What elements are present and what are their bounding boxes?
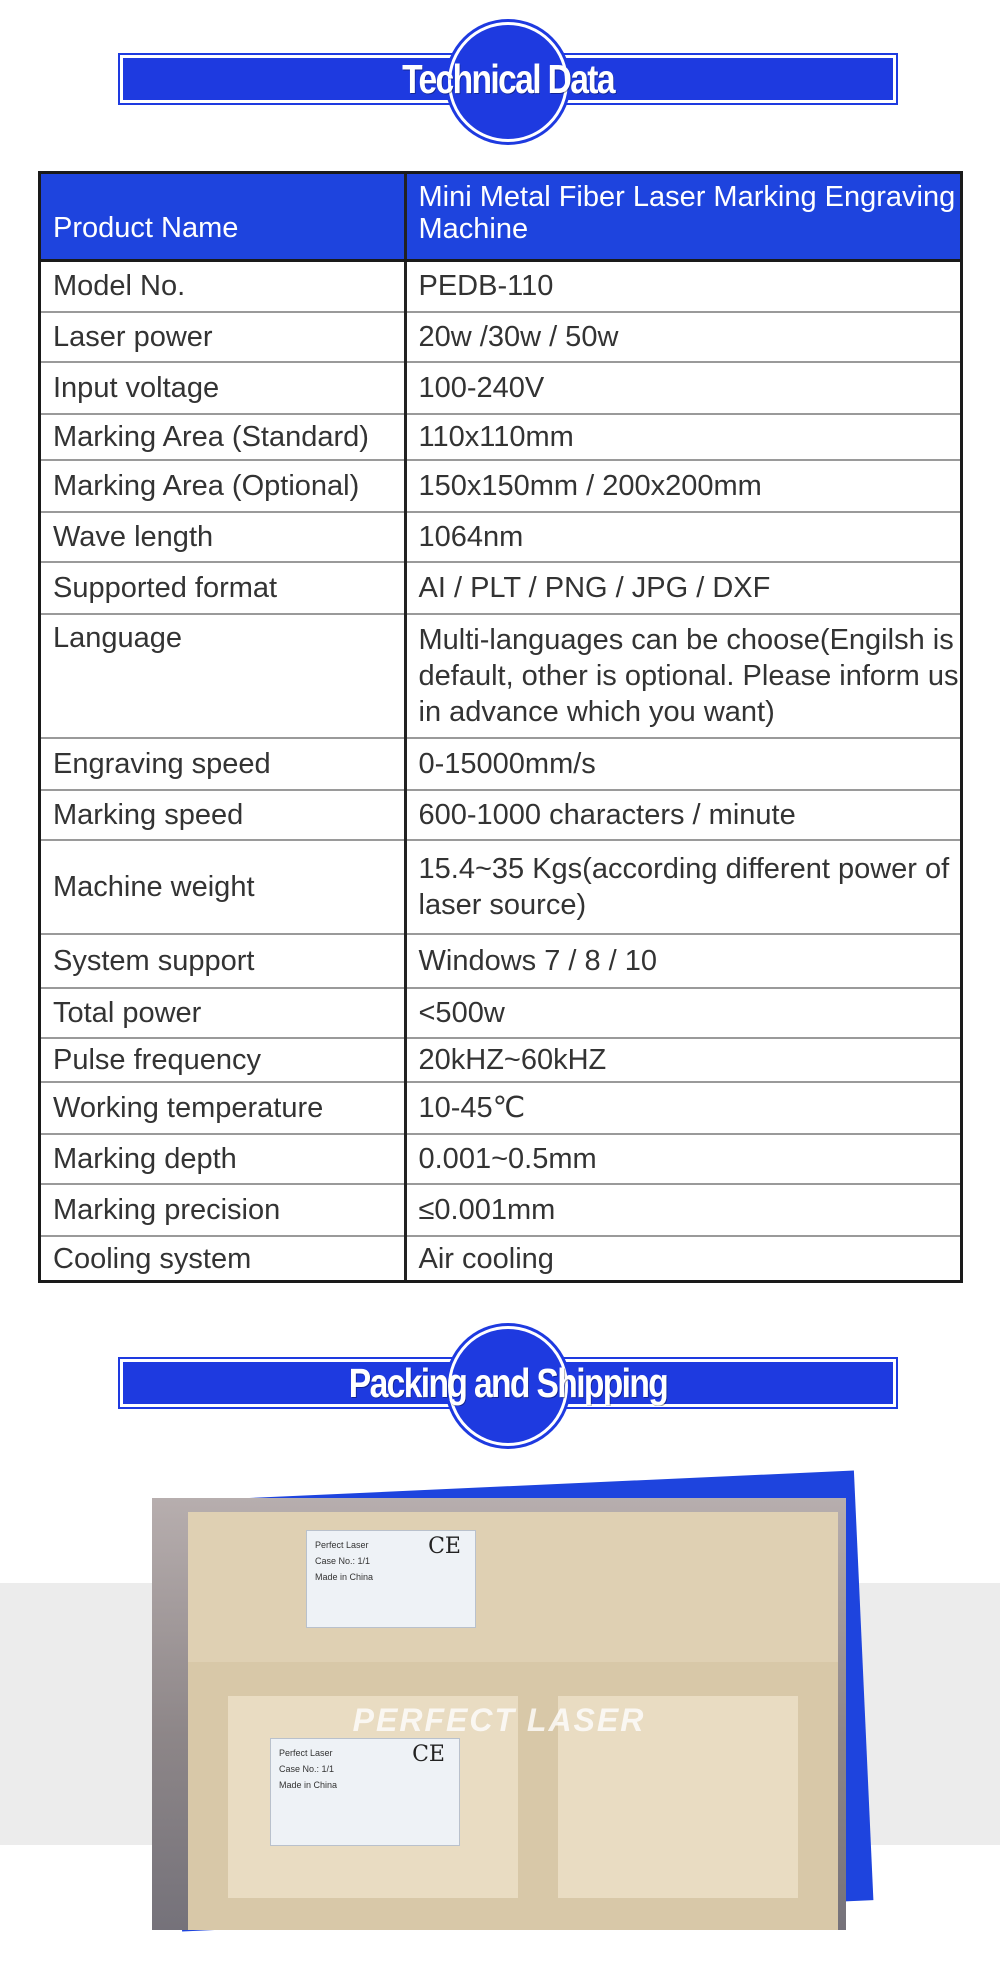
spec-key: Cooling system	[41, 1236, 405, 1280]
spec-table	[38, 171, 963, 1283]
crate-lid	[188, 1512, 838, 1670]
spec-header-row	[41, 174, 960, 260]
crate-label-front: Perfect Laser Case No.: 1/1 Made in China CE	[270, 1738, 460, 1846]
spec-key: System support	[41, 934, 405, 988]
spec-row	[41, 1236, 960, 1280]
technical-data-title: Technical Data	[402, 56, 614, 102]
spec-row	[41, 790, 960, 840]
spec-key: Machine weight	[41, 840, 405, 934]
wooden-crate-photo	[152, 1498, 846, 1930]
spec-value: 600-1000 characters / minute	[405, 790, 960, 840]
spec-value: 110x110mm	[405, 414, 960, 460]
spec-value: Mini Metal Fiber Laser Marking Engraving Machine	[405, 174, 960, 260]
spec-key: Wave length	[41, 512, 405, 562]
spec-value: 20kHZ~60kHZ	[405, 1038, 960, 1082]
spec-key: Marking depth	[41, 1134, 405, 1184]
technical-data-banner	[118, 44, 898, 114]
spec-row	[41, 1038, 960, 1082]
spec-key: Marking speed	[41, 790, 405, 840]
spec-value: 1064nm	[405, 512, 960, 562]
spec-row	[41, 460, 960, 512]
spec-value: 10-45℃	[405, 1082, 960, 1134]
spec-value: Multi-languages can be choose(Engilsh is default, other is optional. Please inform us in advance which you want)	[405, 614, 960, 738]
spec-key: Supported format	[41, 562, 405, 614]
spec-row	[41, 934, 960, 988]
packing-shipping-banner	[118, 1348, 898, 1418]
spec-row	[41, 312, 960, 362]
spec-value: 0-15000mm/s	[405, 738, 960, 790]
spec-key: Marking Area (Optional)	[41, 460, 405, 512]
spec-value: AI / PLT / PNG / JPG / DXF	[405, 562, 960, 614]
spec-value: 0.001~0.5mm	[405, 1134, 960, 1184]
crate-label-top: Perfect Laser Case No.: 1/1 Made in China CE	[306, 1530, 476, 1628]
spec-value: Air cooling	[418, 1242, 554, 1275]
spec-row	[41, 562, 960, 614]
spec-key: Engraving speed	[41, 738, 405, 790]
spec-value: ≤0.001mm	[405, 1184, 960, 1236]
spec-key: Marking precision	[41, 1184, 405, 1236]
spec-key: Pulse frequency	[41, 1038, 405, 1082]
spec-key: Working temperature	[41, 1082, 405, 1134]
spec-value: <500w	[405, 988, 960, 1038]
spec-row	[41, 1134, 960, 1184]
spec-key: Language	[41, 614, 405, 738]
packing-shipping-title: Packing and Shipping	[348, 1360, 668, 1406]
perfect-laser-watermark: PERFECT LASER	[352, 1702, 646, 1738]
spec-row	[41, 614, 960, 738]
spec-value: 100-240V	[405, 362, 960, 414]
spec-key: Model No.	[41, 260, 405, 312]
spec-row	[41, 1184, 960, 1236]
ce-mark: CE	[412, 1742, 445, 1767]
spec-row	[41, 738, 960, 790]
spec-value: 150x150mm / 200x200mm	[405, 460, 960, 512]
spec-key: Marking Area (Standard)	[41, 414, 405, 460]
spec-row	[41, 840, 960, 934]
spec-value: 15.4~35 Kgs(according different power of laser source)	[405, 840, 960, 934]
spec-row	[41, 988, 960, 1038]
spec-row	[41, 512, 960, 562]
spec-key: Input voltage	[41, 362, 405, 414]
spec-row	[41, 414, 960, 460]
spec-row	[41, 362, 960, 414]
spec-key: Laser power	[41, 312, 405, 362]
spec-value: 20w /30w / 50w	[405, 312, 960, 362]
ce-mark: CE	[428, 1534, 461, 1559]
spec-key: Product Name	[41, 174, 405, 260]
spec-row	[41, 1082, 960, 1134]
spec-value: PEDB-110	[405, 260, 960, 312]
spec-row	[41, 260, 960, 312]
spec-value: Windows 7 / 8 / 10	[405, 934, 960, 988]
spec-key: Total power	[41, 988, 405, 1038]
